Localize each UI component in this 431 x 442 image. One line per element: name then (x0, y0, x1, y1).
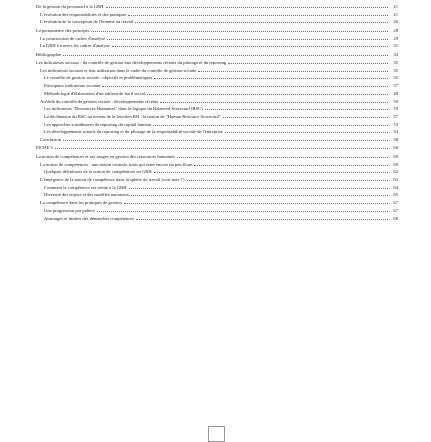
toc-entry[interactable] (36, 52, 398, 57)
toc-entry[interactable] (36, 154, 398, 159)
dot-leader (198, 71, 388, 72)
toc-entry-label: Les indicateurs sociaux : du contrôle de gestion aux développements récents du pilotage et du reporting (36, 60, 227, 66)
dot-leader (228, 63, 388, 64)
toc-entry-page: 21 (393, 11, 398, 17)
toc-entry-label: Diversité des enjeux et des modèles nationaux (44, 192, 129, 198)
toc-entry[interactable] (36, 169, 398, 174)
dot-leader (177, 157, 388, 158)
dot-leader (135, 22, 388, 23)
toc-entry-page: 63 (393, 176, 398, 182)
toc-entry[interactable] (36, 68, 398, 73)
dot-leader (97, 211, 388, 212)
toc-entry-label: Méthodologie d'élaboration d'un tableau de bord social (44, 90, 145, 96)
dot-leader (91, 31, 388, 32)
dot-leader (154, 78, 388, 79)
toc-entry-page: 35 (393, 67, 398, 73)
toc-entry-label: Les indicateurs "Ressources Humaines" dans la logique du Balanced Scorecard (BSC) (44, 106, 203, 112)
toc-entry-label: La déclinaison du BSC au niveau de la fonction RH : la notion de "Human Resource Scorecard" (44, 113, 221, 119)
toc-entry-label: Les indicateurs sociaux et leur utilisation dans le cadre du contrôle de gestion sociale (40, 67, 197, 73)
toc-entry[interactable] (36, 216, 398, 221)
toc-entry-page: 35 (393, 75, 398, 81)
toc-entry-label: L'émergence de la notion de compétence dans la sphère de travail (voir note 7) (40, 176, 185, 182)
toc-entry-label: La compétence dans les pratiques de gestion (40, 200, 122, 206)
toc-entry[interactable] (36, 162, 398, 167)
toc-entry[interactable] (36, 99, 398, 104)
toc-entry-page: 37 (393, 83, 398, 89)
toc-entry[interactable] (36, 177, 398, 182)
toc-entry[interactable] (36, 91, 398, 96)
toc-entry[interactable] (36, 83, 398, 88)
toc-entry-page: 67 (393, 207, 398, 213)
toc-entry[interactable] (36, 12, 398, 17)
dot-leader (160, 102, 388, 103)
toc-entry[interactable] (36, 122, 398, 127)
toc-entry-page: 53 (393, 121, 398, 127)
toc-entry-page: 60 (393, 161, 398, 167)
table-of-contents (36, 4, 398, 223)
toc-entry-label: De la gestion du personnel à la GRH (36, 4, 104, 9)
dot-leader (223, 117, 388, 118)
toc-entry-label: La GRH à travers les cadres d'analyse (40, 43, 110, 49)
dot-leader (128, 15, 388, 16)
toc-entry-label: Conclusion (40, 137, 61, 143)
toc-entry-page: 26 (393, 19, 398, 25)
toc-entry[interactable] (36, 60, 398, 65)
toc-entry-label: Principaux indicateurs sociaux (44, 83, 101, 89)
toc-entry-label: Au-delà du contrôle de gestion sociale : développements récents (40, 98, 159, 104)
toc-entry-page: 31 (393, 43, 398, 49)
toc-entry-label: La notion de compétences : une notion centrale, mais qui reste encore un peu floue (40, 161, 193, 167)
toc-entry[interactable] (36, 75, 398, 80)
toc-entry-page: 48 (393, 90, 398, 96)
toc-entry-label: Le contrôle de gestion sociale : objectifs et problématiques (44, 75, 153, 81)
toc-entry-label: La construction de cadres d'analyse (40, 35, 106, 41)
toc-entry-page: 65 (393, 192, 398, 198)
toc-entry[interactable] (36, 114, 398, 119)
dot-leader (55, 148, 388, 149)
dot-leader (124, 203, 388, 204)
toc-entry-page: 50 (393, 98, 398, 104)
toc-entry-label: Comment la compétence est venue à la GRH (44, 184, 127, 190)
toc-entry[interactable] (36, 200, 398, 205)
toc-entry-label: L'évolution de la conception de l'homme au travail (40, 19, 134, 25)
toc-entry-page: 29 (393, 35, 398, 41)
toc-entry[interactable] (36, 137, 398, 142)
toc-entry-page: 54 (393, 129, 398, 135)
toc-entry-page: 34 (393, 51, 398, 57)
dot-leader (187, 180, 389, 181)
toc-entry[interactable] (36, 36, 398, 41)
dot-leader (63, 55, 388, 56)
toc-entry-page: 60 (393, 145, 398, 151)
toc-entry-label: Quelques définitions de la notion de compétences en GRH (44, 169, 152, 175)
dot-leader (194, 165, 388, 166)
toc-entry[interactable] (36, 4, 398, 9)
toc-entry-label: Bibliographie (36, 51, 62, 57)
dot-leader (131, 195, 388, 196)
toc-entry[interactable] (36, 28, 398, 33)
dot-leader (225, 132, 388, 133)
toc-entry-label: Les développements actuels du reporting et du pilotage de la responsabilité sociale de l'entreprise (44, 129, 223, 135)
toc-entry-page: 64 (393, 184, 398, 190)
toc-entry-page: 50 (393, 106, 398, 112)
dot-leader (154, 172, 388, 173)
toc-entry[interactable] (36, 192, 398, 197)
toc-entry[interactable] (36, 145, 398, 150)
dot-leader (102, 86, 388, 87)
dot-leader (136, 219, 388, 220)
toc-entry[interactable] (36, 19, 398, 24)
toc-entry-page: 58 (393, 137, 398, 143)
toc-entry-label: Les approches scandinaves de reporting du capital humain (44, 121, 152, 127)
toc-entry-label: FICHE 5 (36, 145, 53, 151)
dot-leader (63, 140, 388, 141)
toc-entry-label: Avantages et limites des démarches compétences (44, 215, 135, 221)
toc-entry[interactable] (36, 185, 398, 190)
page-number-box (208, 426, 225, 442)
toc-entry-page: 60 (393, 153, 398, 159)
dot-leader (153, 125, 388, 126)
toc-entry[interactable] (36, 129, 398, 134)
dot-leader (106, 7, 389, 8)
toc-entry[interactable] (36, 208, 398, 213)
toc-entry-page: 68 (393, 215, 398, 221)
toc-entry-label: La permanence des principes (36, 27, 90, 33)
toc-entry-label: Une progression par paliers (44, 207, 95, 213)
dot-leader (112, 46, 388, 47)
toc-entry-page: 57 (393, 113, 398, 119)
toc-entry-page: 21 (393, 4, 398, 9)
toc-entry-label: L'évolution des responsabilités et des pratiques (40, 11, 127, 17)
toc-entry[interactable] (36, 43, 398, 48)
toc-entry-page: 62 (393, 169, 398, 175)
toc-entry-page: 28 (393, 27, 398, 33)
toc-entry-page: 35 (393, 60, 398, 66)
dot-leader (107, 39, 388, 40)
dot-leader (129, 188, 388, 189)
toc-entry[interactable] (36, 106, 398, 111)
dot-leader (205, 109, 388, 110)
toc-entry-label: La notion de compétences et ses usages en gestion des ressources humaines (36, 153, 175, 159)
dot-leader (147, 94, 388, 95)
toc-entry-page: 67 (393, 200, 398, 206)
